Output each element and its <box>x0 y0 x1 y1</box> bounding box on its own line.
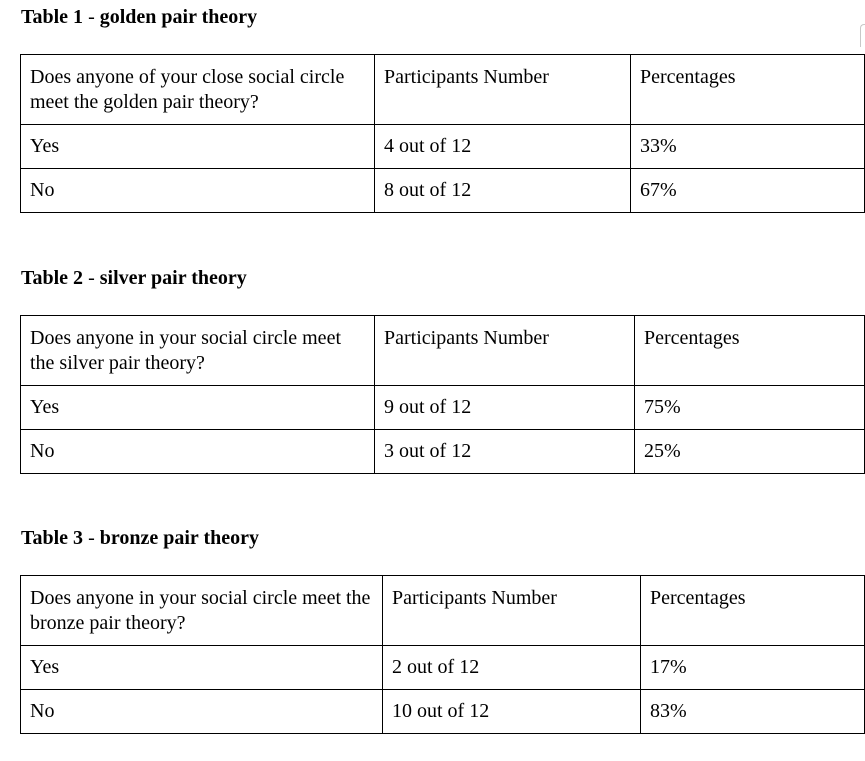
header-participants: Participants Number <box>383 576 641 646</box>
caption-number: Table 1 <box>21 6 84 28</box>
caption-dash: - <box>83 267 100 289</box>
header-percentages: Percentages <box>635 316 865 386</box>
caption-dash: - <box>83 6 100 28</box>
cell-participants: 8 out of 12 <box>375 169 631 213</box>
caption-title: golden pair theory <box>99 6 258 28</box>
cell-participants: 2 out of 12 <box>383 646 641 690</box>
table-row <box>21 169 865 213</box>
table-row <box>21 125 865 169</box>
cell-answer: Yes <box>21 646 383 690</box>
table-row <box>21 690 865 734</box>
header-question: Does anyone in your social circle meet the silver pair theory? <box>21 316 375 386</box>
table-3-caption <box>21 526 259 550</box>
cell-answer: Yes <box>21 125 375 169</box>
header-question: Does anyone of your close social circle meet the golden pair theory? <box>21 55 375 125</box>
cell-percentage: 25% <box>635 430 865 474</box>
table-header-row <box>21 55 865 125</box>
caption-dash: - <box>83 527 100 549</box>
table-1-caption <box>21 5 257 29</box>
cell-percentage: 17% <box>641 646 865 690</box>
caption-title: silver pair theory <box>99 267 247 289</box>
cell-percentage: 33% <box>631 125 865 169</box>
caption-number: Table 3 <box>21 527 84 549</box>
table-1 <box>20 54 865 213</box>
caption-number: Table 2 <box>21 267 84 289</box>
table-2-caption <box>21 266 247 290</box>
cell-answer: No <box>21 690 383 734</box>
table-header-row <box>21 576 865 646</box>
table-row <box>21 646 865 690</box>
table-3 <box>20 575 865 734</box>
cell-participants: 9 out of 12 <box>375 386 635 430</box>
page-edge-mark <box>860 24 865 47</box>
header-question: Does anyone in your social circle meet the bronze pair theory? <box>21 576 383 646</box>
caption-title: bronze pair theory <box>99 527 259 549</box>
table-2 <box>20 315 865 474</box>
cell-participants: 3 out of 12 <box>375 430 635 474</box>
cell-answer: No <box>21 169 375 213</box>
header-percentages: Percentages <box>641 576 865 646</box>
cell-answer: Yes <box>21 386 375 430</box>
cell-percentage: 83% <box>641 690 865 734</box>
cell-percentage: 67% <box>631 169 865 213</box>
header-participants: Participants Number <box>375 316 635 386</box>
cell-participants: 4 out of 12 <box>375 125 631 169</box>
header-percentages: Percentages <box>631 55 865 125</box>
cell-percentage: 75% <box>635 386 865 430</box>
cell-participants: 10 out of 12 <box>383 690 641 734</box>
table-header-row <box>21 316 865 386</box>
header-participants: Participants Number <box>375 55 631 125</box>
table-row <box>21 430 865 474</box>
cell-answer: No <box>21 430 375 474</box>
table-row <box>21 386 865 430</box>
